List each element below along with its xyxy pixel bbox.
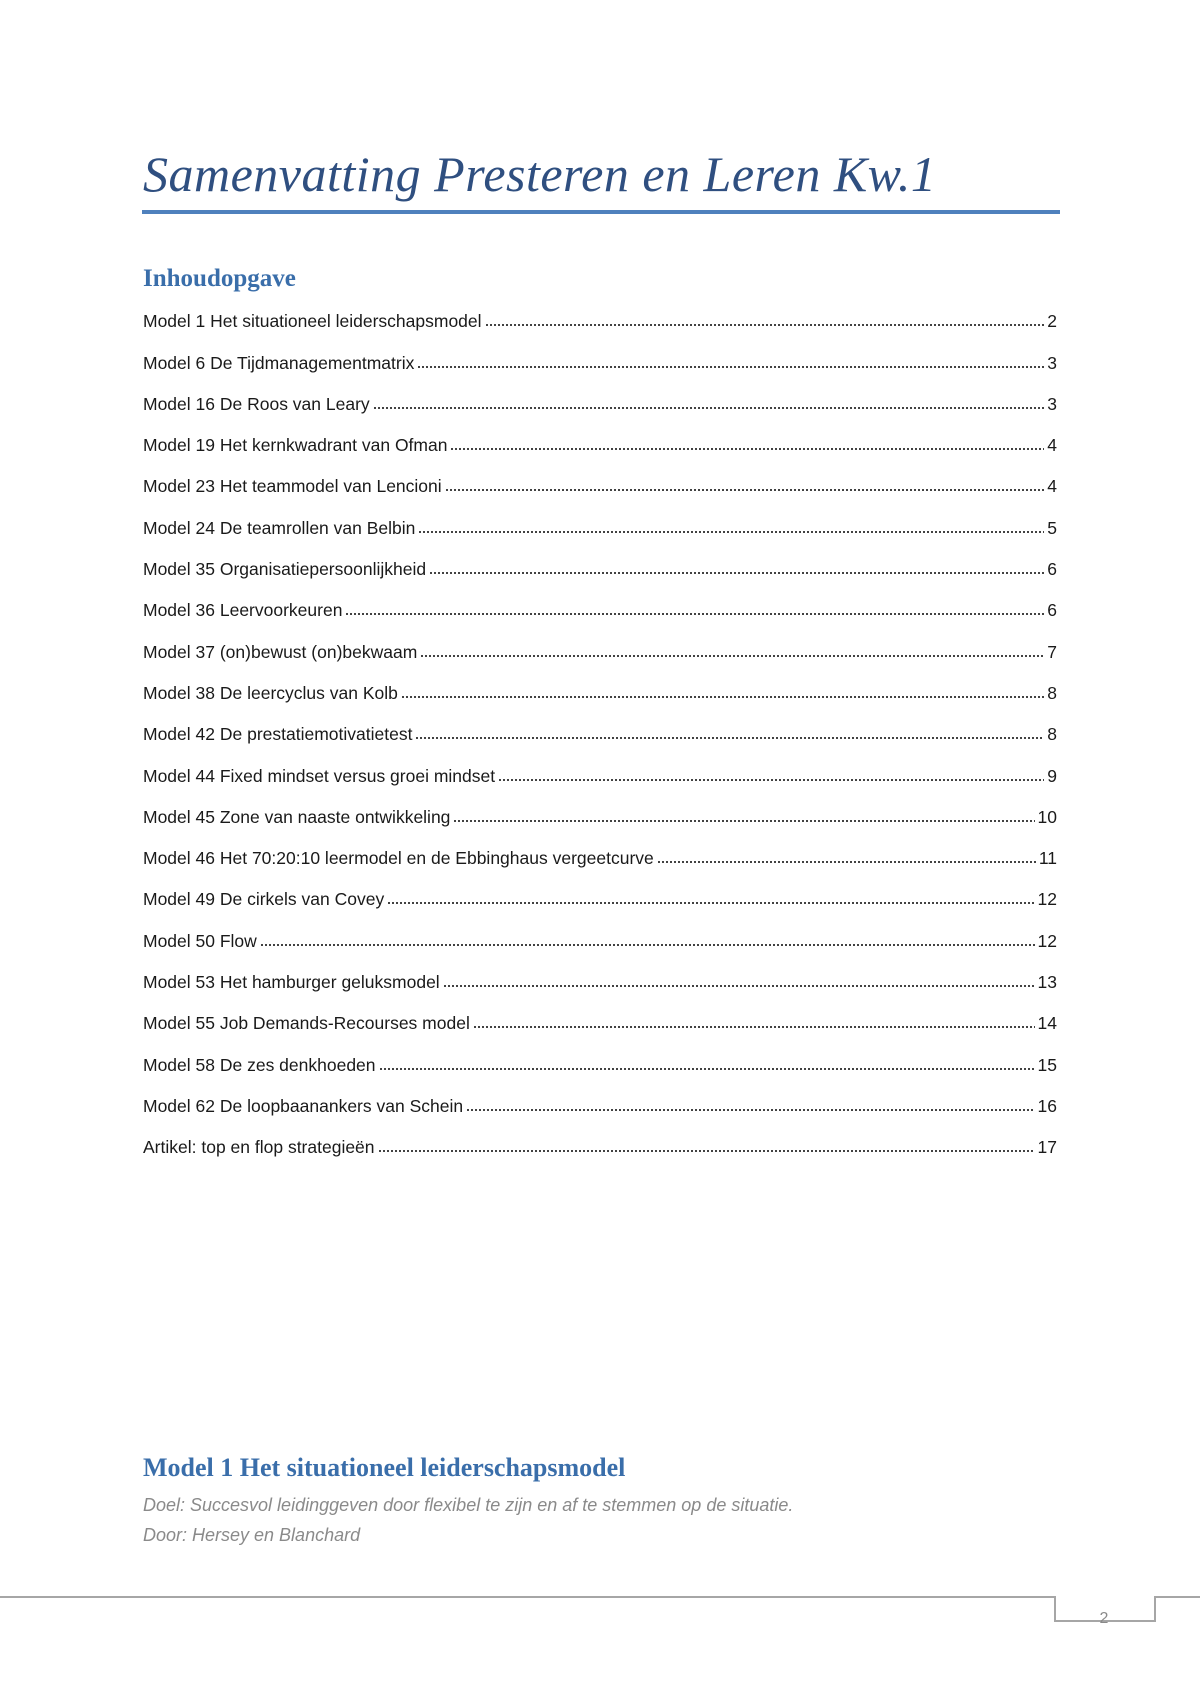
toc-dot-leader (420, 654, 1044, 658)
toc-entry[interactable] (143, 343, 1057, 384)
toc-entry-label: Model 23 Het teammodel van Lencioni (143, 476, 442, 497)
toc-entry[interactable] (143, 426, 1057, 467)
toc-entry-label: Model 16 De Roos van Leary (143, 393, 370, 414)
toc-entry-label: Model 53 Het hamburger geluksmodel (143, 972, 440, 993)
toc-entry-label: Model 50 Flow (143, 930, 257, 951)
toc-entry[interactable] (143, 591, 1057, 632)
toc-entry[interactable] (143, 467, 1057, 508)
toc-dot-leader (260, 943, 1035, 947)
section-goal: Doel: Succesvol leidinggeven door flexibel te zijn en af te stemmen op de situatie. (143, 1495, 794, 1515)
toc-dot-leader (418, 530, 1044, 534)
toc-entry[interactable] (143, 756, 1057, 797)
toc-entry-label: Model 45 Zone van naaste ontwikkeling (143, 806, 451, 827)
toc-entry[interactable] (143, 302, 1057, 343)
table-of-contents (143, 302, 1057, 1169)
toc-entry[interactable] (143, 632, 1057, 673)
toc-entry-page: 4 (1047, 476, 1057, 497)
toc-dot-leader (453, 819, 1034, 823)
toc-entry-page: 2 (1047, 311, 1057, 332)
page-number: 2 (1099, 1610, 1109, 1627)
toc-entry-page: 12 (1037, 889, 1057, 910)
section-heading: Model 1 Het situationeel leiderschapsmodel (143, 1453, 626, 1482)
toc-entry-label: Model 6 De Tijdmanagementmatrix (143, 352, 415, 373)
toc-entry[interactable] (143, 963, 1057, 1004)
toc-entry-page: 13 (1037, 972, 1057, 993)
toc-dot-leader (373, 406, 1044, 410)
toc-entry[interactable] (143, 674, 1057, 715)
toc-entry-label: Model 55 Job Demands-Recourses model (143, 1013, 470, 1034)
toc-entry-label: Model 46 Het 70:20:10 leermodel en de Ebbinghaus vergeetcurve (143, 848, 654, 869)
toc-entry-label: Model 1 Het situationeel leiderschapsmodel (143, 311, 482, 332)
toc-heading: Inhoudopgave (143, 265, 296, 292)
toc-entry-page: 14 (1037, 1013, 1057, 1034)
toc-entry-label: Model 49 De cirkels van Covey (143, 889, 385, 910)
toc-dot-leader (345, 612, 1044, 616)
toc-entry[interactable] (143, 1087, 1057, 1128)
toc-entry[interactable] (143, 550, 1057, 591)
toc-entry[interactable] (143, 385, 1057, 426)
section-author: Door: Hersey en Blanchard (143, 1525, 361, 1545)
toc-entry-page: 3 (1047, 352, 1057, 373)
toc-entry-page: 12 (1037, 930, 1057, 951)
toc-entry-page: 10 (1037, 806, 1057, 827)
toc-entry-page: 8 (1047, 724, 1057, 745)
toc-dot-leader (485, 323, 1044, 327)
toc-dot-leader (417, 365, 1044, 369)
toc-entry-label: Model 35 Organisatiepersoonlijkheid (143, 559, 427, 580)
toc-entry[interactable] (143, 715, 1057, 756)
toc-entry-page: 8 (1047, 682, 1057, 703)
toc-entry-page: 3 (1047, 393, 1057, 414)
toc-dot-leader (450, 447, 1044, 451)
toc-dot-leader (378, 1149, 1035, 1153)
toc-dot-leader (379, 1067, 1035, 1071)
toc-entry-page: 9 (1047, 765, 1057, 786)
toc-entry-label: Model 19 Het kernkwadrant van Ofman (143, 435, 448, 456)
document-title: Samenvatting Presteren en Leren Kw.1 (143, 146, 937, 202)
toc-entry[interactable] (143, 880, 1057, 921)
toc-dot-leader (473, 1025, 1035, 1029)
toc-entry-label: Model 37 (on)bewust (on)bekwaam (143, 641, 418, 662)
toc-entry[interactable] (143, 839, 1057, 880)
toc-entry[interactable] (143, 508, 1057, 549)
toc-entry-label: Model 62 De loopbaanankers van Schein (143, 1095, 464, 1116)
toc-entry-label: Model 42 De prestatiemotivatietest (143, 724, 413, 745)
toc-dot-leader (429, 571, 1044, 575)
toc-dot-leader (657, 860, 1036, 864)
toc-entry-label: Artikel: top en flop strategieën (143, 1137, 375, 1158)
toc-entry-label: Model 44 Fixed mindset versus groei mindset (143, 765, 496, 786)
title-underline (142, 210, 1060, 214)
toc-entry-label: Model 58 De zes denkhoeden (143, 1054, 376, 1075)
toc-entry-label: Model 36 Leervoorkeuren (143, 600, 343, 621)
toc-dot-leader (415, 736, 1044, 740)
toc-entry[interactable] (143, 1004, 1057, 1045)
toc-entry-page: 11 (1038, 848, 1057, 869)
toc-entry-page: 16 (1037, 1095, 1057, 1116)
toc-entry-page: 4 (1047, 435, 1057, 456)
toc-entry-page: 5 (1047, 517, 1057, 538)
toc-entry[interactable] (143, 921, 1057, 962)
toc-entry-label: Model 38 De leercyclus van Kolb (143, 682, 398, 703)
toc-dot-leader (401, 695, 1044, 699)
toc-entry-page: 15 (1037, 1054, 1057, 1075)
footer-border (0, 1596, 1200, 1656)
toc-dot-leader (466, 1108, 1034, 1112)
toc-dot-leader (445, 488, 1044, 492)
toc-dot-leader (387, 901, 1034, 905)
toc-entry[interactable] (143, 798, 1057, 839)
toc-entry-page: 6 (1047, 559, 1057, 580)
toc-entry-page: 6 (1047, 600, 1057, 621)
toc-entry[interactable] (143, 1045, 1057, 1086)
toc-dot-leader (498, 778, 1044, 782)
toc-entry-page: 17 (1037, 1137, 1057, 1158)
toc-entry[interactable] (143, 1128, 1057, 1169)
toc-entry-label: Model 24 De teamrollen van Belbin (143, 517, 416, 538)
toc-entry-page: 7 (1047, 641, 1057, 662)
toc-dot-leader (443, 984, 1035, 988)
